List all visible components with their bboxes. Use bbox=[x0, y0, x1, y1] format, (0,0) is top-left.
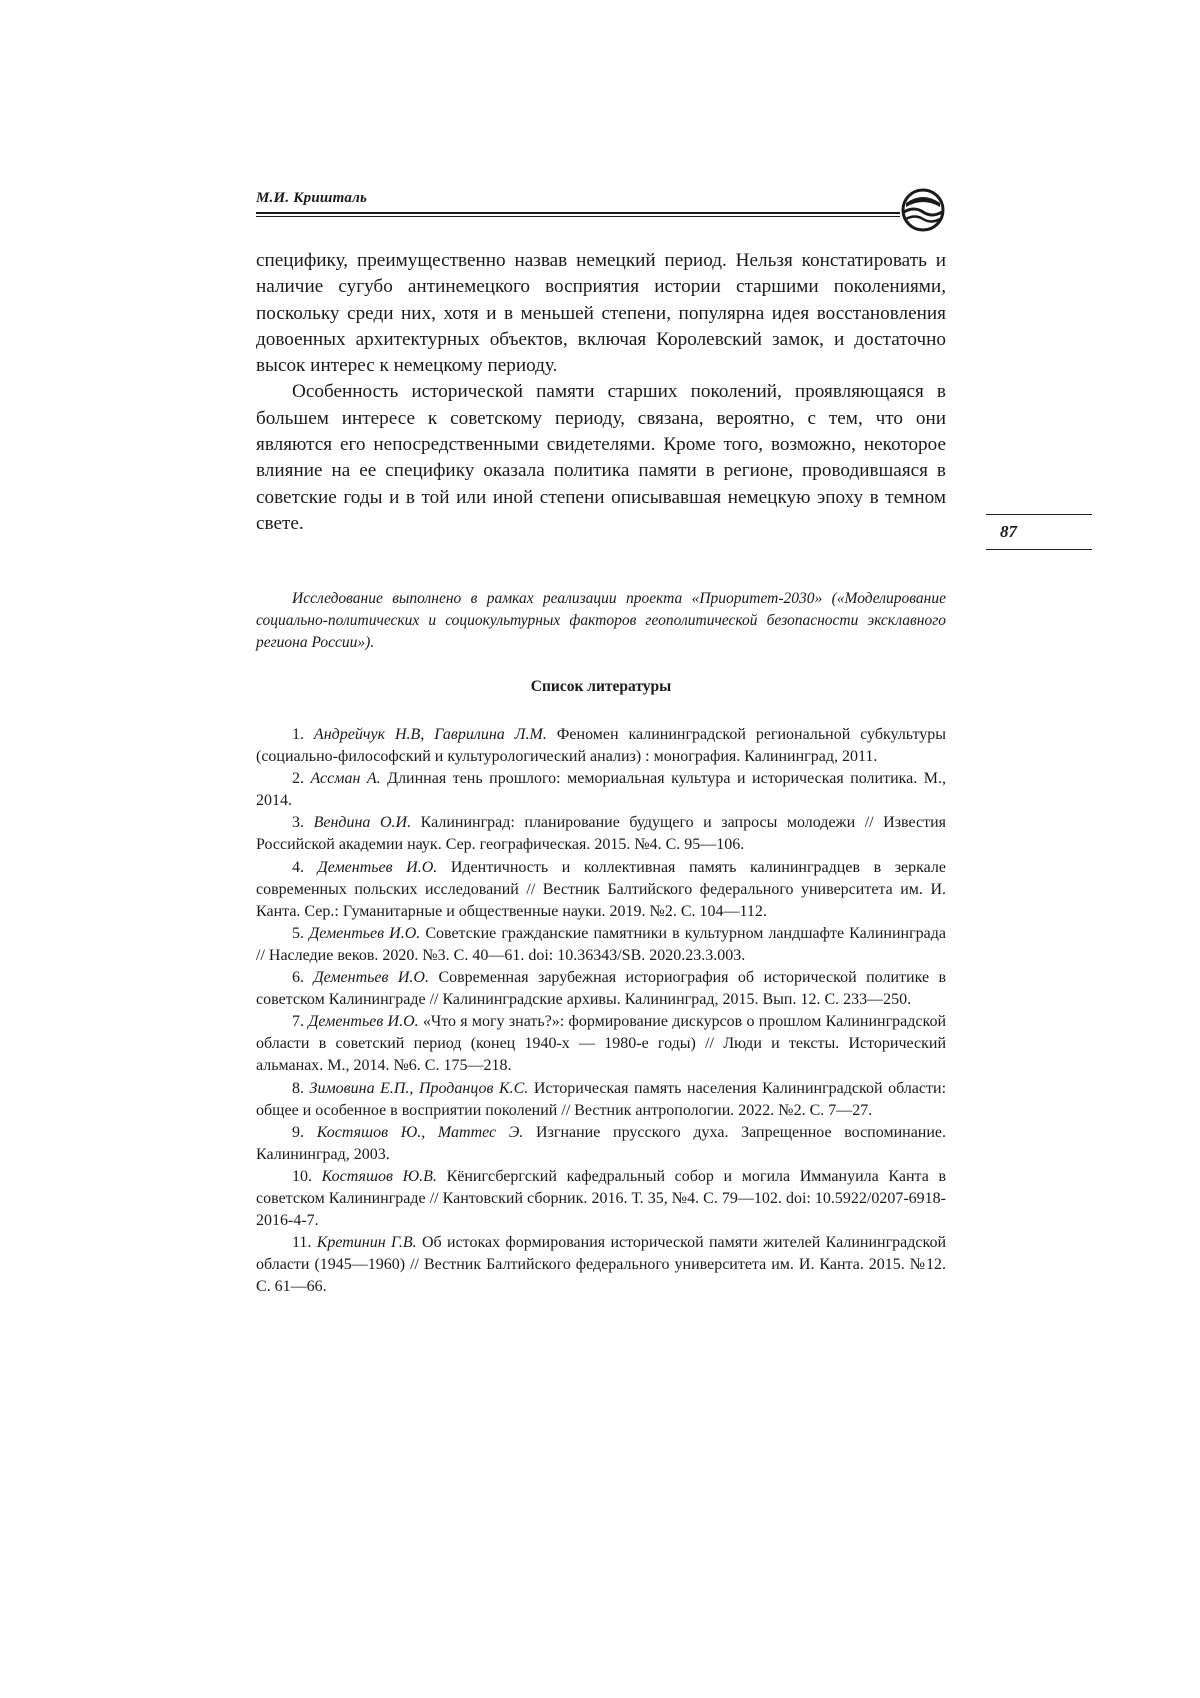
reference-number: 6. bbox=[292, 969, 304, 987]
reference-authors: Дементьев И.О. bbox=[317, 858, 438, 876]
reference-item bbox=[256, 1232, 946, 1298]
reference-item bbox=[256, 812, 946, 856]
reference-number: 8. bbox=[292, 1079, 304, 1097]
reference-text: Феномен калининградской региональной субкультуры (социально-философский и культурологический анализ) : монография. Калининград, 2011. bbox=[256, 726, 947, 766]
reference-text: Калининград: планирование будущего и запросы молодежи // Известия Российской академии наук. Сер. географическая. 2015. №4. С. 95—106. bbox=[256, 814, 947, 854]
reference-number: 7. bbox=[292, 1013, 304, 1031]
reference-item bbox=[256, 1078, 946, 1122]
reference-item bbox=[256, 768, 946, 812]
reference-number: 10. bbox=[292, 1167, 312, 1185]
reference-item bbox=[256, 1011, 946, 1077]
journal-logo-icon bbox=[900, 187, 946, 233]
reference-item bbox=[256, 1166, 946, 1232]
reference-text: Советские гражданские памятники в культурном ландшафте Калининграда // Наследие веков. 2020. №3. С. 40—61. doi: 10.36343/SB. 2020.23.3.003. bbox=[256, 924, 947, 964]
reference-item bbox=[256, 967, 946, 1011]
reference-number: 1. bbox=[292, 726, 304, 743]
reference-number: 5. bbox=[292, 924, 304, 942]
header-rule-thin bbox=[256, 216, 900, 217]
reference-number: 2. bbox=[292, 770, 304, 788]
reference-item bbox=[256, 724, 946, 768]
reference-number: 4. bbox=[292, 858, 304, 876]
reference-item bbox=[256, 923, 946, 967]
reference-text: Об истоках формирования исторической памяти жителей Калининградской области (1945—1960) // Вестник Балтийского федерального университета им. И. Канта. 2015. №12. С. 61—66. bbox=[256, 1234, 947, 1296]
reference-authors: Зимовина Е.П., Проданцов К.С. bbox=[309, 1079, 529, 1097]
header-author: М.И. Кришталь bbox=[256, 190, 368, 206]
reference-authors: Кретинин Г.В. bbox=[316, 1234, 417, 1252]
reference-number: 9. bbox=[292, 1123, 304, 1141]
page-number: 87 bbox=[1000, 522, 1017, 541]
reference-authors: Костяшов Ю.В. bbox=[321, 1167, 437, 1185]
reference-text: Изгнание прусского духа. Запрещенное воспоминание. Калининград, 2003. bbox=[256, 1123, 947, 1163]
reference-authors: Ассман А. bbox=[310, 770, 381, 788]
reference-item bbox=[256, 1122, 946, 1166]
body-paragraph: специфику, преимущественно назвав немецкий период. Нельзя констатировать и наличие сугубо антинемецкого восприятия истории старшими поколениями, поскольку среди них, хотя и в меньшей степени, популярна идея восстановления довоенных архитектурных объектов, включая Королевский замок, и достаточно высок интерес к немецкому периоду. bbox=[256, 250, 946, 377]
reference-text: Идентичность и коллективная память калининградцев в зеркале современных польских исследований // Вестник Балтийского федерального университета им. И. Канта. Сер.: Гуманитарные и общественные науки. 2019. №2. С. 104—112. bbox=[256, 858, 947, 920]
body-text bbox=[256, 248, 946, 537]
reference-text: Длинная тень прошлого: мемориальная культура и историческая политика. М., 2014. bbox=[256, 770, 947, 810]
reference-item bbox=[256, 857, 946, 923]
reference-number: 3. bbox=[292, 814, 304, 832]
reference-authors: Дементьев И.О. bbox=[313, 969, 429, 987]
reference-text: Историческая память населения Калининградской области: общее и особенное в восприятии поколений // Вестник антропологии. 2022. №2. С. 7—27. bbox=[256, 1079, 947, 1119]
reference-number: 11. bbox=[292, 1234, 312, 1252]
page-number-box bbox=[986, 514, 1092, 550]
references-heading: Список литературы bbox=[530, 678, 672, 695]
body-paragraph: Особенность исторической памяти старших поколений, проявляющаяся в большем интересе к советскому периоду, связана, вероятно, с тем, что они являются его непосредственными свидетелями. Кроме того, возможно, некоторое влияние на ее специфику оказала политика памяти в регионе, проводившаяся в советские годы и в той или иной степени описывавшая немецкую эпоху в темном свете. bbox=[256, 381, 946, 534]
reference-list bbox=[256, 724, 946, 1298]
reference-authors: Вендина О.И. bbox=[313, 814, 412, 832]
reference-authors: Дементьев И.О. bbox=[308, 1013, 419, 1031]
header-rule-thick bbox=[256, 212, 900, 214]
reference-authors: Дементьев И.О. bbox=[309, 924, 421, 942]
reference-text: «Что я могу знать?»: формирование дискурсов о прошлом Калининградской области в советский период (конец 1940-х — 1980-е годы) // Люди и тексты. Исторический альманах. М., 2014. №6. С. 175—218. bbox=[256, 1013, 947, 1075]
reference-text: Современная зарубежная историография об исторической политике в советском Калининграде // Калининградские архивы. Калининград, 2015. Вып. 12. С. 233—250. bbox=[256, 969, 947, 1009]
reference-authors: Андрейчук Н.В, Гаврилина Л.М. bbox=[313, 726, 547, 743]
reference-authors: Костяшов Ю., Маттес Э. bbox=[316, 1123, 524, 1141]
funding-note: Исследование выполнено в рамках реализации проекта «Приоритет-2030» («Моделирование социально-политических и социокультурных факторов геополитической безопасности эксклавного региона России»). bbox=[256, 590, 946, 651]
reference-text: Кёнигсбергский кафедральный собор и могила Иммануила Канта в советском Калининграде // Кантовский сборник. 2016. Т. 35, №4. С. 79—102. doi: 10.5922/0207-6918-2016-4-7. bbox=[256, 1167, 947, 1230]
